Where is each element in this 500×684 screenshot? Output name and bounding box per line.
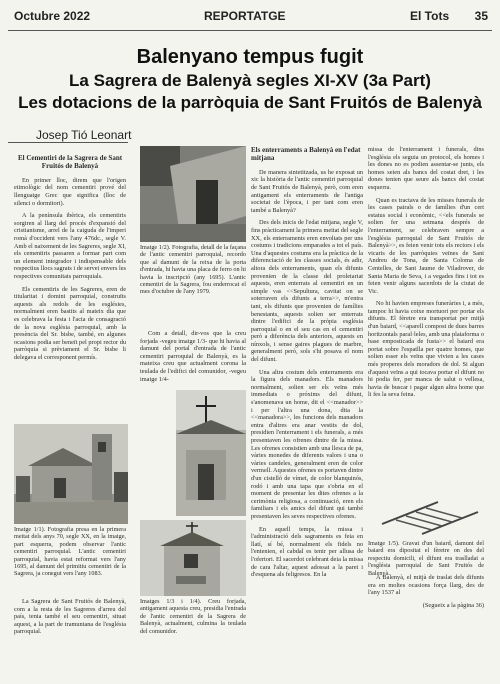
comunidor-photo [140,520,246,596]
forged-cross-photo [176,390,246,516]
page-header [8,4,492,31]
paragraph: A la península ibèrica, els cementiris sorgiren al llarg del procés d'expansió del cristianisme, arrel de la caiguda de l'imperi romà d'occident vers l'any 476dc., segle V. Amb el naixement de les Sagreres, segle XI, els cementiris passaren a formar part com un element integrador i indispensable dels respectius llocs sagrats i de servei envers les respectives comunitats parroquials. [14,212,126,280]
magazine-name: El Tots [410,9,450,23]
paragraph: Els cementiris de les Sagreres, eren de titularitat i domini parroquial, construïts aquests als redols de les esglésies, normalment eren bastits al mateix dia que es celebrava la festa i l'acta de consagració de la nova església parroquial, amb la presència del Sr. bisbe, també, en algunes ocasions podia ser beneït pel propi rector du parròquia si prèviament el Sr. bisbe li delegava el corresponent permís. [14,285,126,361]
article-subtitle-2: Les dotacions de la parròquia de Sant Fruitós de Balenyà [18,93,482,112]
article-subtitle: La Sagrera de Balenyà segles XI-XV (3a Part) [69,71,431,90]
paragraph: Una altra costum dels enterraments era la figura dels manadors. Els manadors normalment, solien ser els veïns més immediats o próxims del difunt, s'anomenava un home, dit el <<manador>> i per l'altra una dona, dita la <<manadora>>, les funcions dels manadors entra d'altres era anar vestits de dol, presidien l'enterrament i els funerals, a més presentaven les ofrenes dintre de la missa. Les ofrenes consistien amb una llesca de pa, vàries monedes de diferents valors i una o vàries candeles, generalment eren de color vermell. Aquestes ofrenes es portaven dintre d'un cistelló de vímet, de color blanquinós, rodó i amb una tapa que s'obria en el moment de presentar les dites ofrenes a la cerimònia religiosa, a continuació, eren els familiars i els amics del difunt qui també presentaven les seves respectives ofrenes. [251,368,363,520]
article-title: Balenyano tempus fugit [136,46,364,68]
paragraph: Quan es tractava de les misses funerals de les cases pairals o de famílies d'un cert estatus social i econòmic, <<els funerals se solien fer una setmana després de l'enterrament, se celebraven sempre a l'església parroquial de Sant Fruitós de Balenyà>>, es feien venir tots els rectors i els vicaris de les parròquies veïnes de Sant Andreu de Tona, de Santa Coloma de Centelles, de Sant Jaume de Viladrover, de Santa Maria de Seva, i a vegades fins i tot es feien venir alguns sacerdots de la ciutat de Vic. [368,196,484,295]
middle-paragraph [140,330,246,392]
column-1 [14,154,126,422]
paragraph: missa de l'enterrament i funerals, dins l'església els seguia un protocol, els homes i les dones no es podien assentar-se junts, els homes seien als bancs del costat dret, i les dones tenien que seure als bancs del costat esquerra. [368,146,484,191]
page-number: 35 [474,9,488,23]
author-name: Josep Tió Leonart [36,128,132,142]
caption-2: Imatge 1/2). Fotografia, detall de la façana de l'antic cementiri parroquial, recordo que al damunt de la reixa de la porta d'entrada, hi havia una placa de ferro on hi havia la inscripció (any 1695). L'antic cementiri de la Sagrera, fou enderrocat el mes d'octubre de l'any 1979. [140,244,246,296]
paragraph: La Sagrera de Sant Fruitós de Balenyà, com a la resta de les Sagreres d'arreu del país, tenia també el seu cementiri, situat aquest, a la part de tramuntana de l'església parroquial. [14,598,126,636]
column-4-continued [368,574,484,684]
section-heading: El Cementiri de la Sagrera de Sant Fruitós de Balenyà [17,154,123,171]
caption-1: Imatge 1/1). Fotografia presa en la primera meitat dels anys 70, segle XX, en la imatge, part esquerra, podem observar l'antic cementiri parroquial. L'antic cementiri parroquial, havia estat reformat vers l'any 1695, al damunt del primitiu cementiri de la Sagrera, ja conegut vers l'any 1083. [14,526,126,578]
author-rule [8,142,128,143]
issue-date: Octubre 2022 [14,9,91,23]
paragraph: A Balenyà, el mitjà de traslat dels difunts era en moltes ocasions força llarg, des de l'any 1537 al [368,574,484,597]
column-4 [368,146,484,498]
paragraph: Des dels inicis de l'edat mitjana, segle V, fins pràcticament la primera meitat del segle XX, els enterraments eren envoltats per uns costums i tradicions emparades a tot el país. Una d'aquestes costums era la pràctica de la diferenciació de les classes socials, és adir, altora dels enterraments, quan els difunts provenien de la classe del proletariat aquests, eren enterrats al cementiri en un simple vas <<Sepultura, cavitat on se soterraven els difunts a terra>>, m'entra tant, els difunts que provenien de famílies benestants, aquests solien ser enterrats dintre l'edifici de la pròpia església parroquial o en el seu cas en el cementiri però a diferència dels anteriors, aquests en nínxols, i sense gaires plagues de marbre, generalment però, sols s'hi posava el nom del difunt. [251,219,363,364]
caption-3: Imatges 1/3 i 1/4). Creu forjada, antigament aquesta creu, presidia l'entrada de l'antic cementiri de la Sagrera de Balenyà, actualment, culmina la teulada del comunidor. [140,598,246,635]
article-titles [0,46,500,113]
section-name: REPORTATGE [204,9,286,23]
caption-4: Imatge 1/5). Gravat d'un baiard, damunt del baiard era dipositat el fèretre on des del respectiu domicili, el difunt era traslladat a l'església parroquial de Sant Fruitós de Balenyà. [368,540,484,577]
paragraph: De manera sintetitzada, us he exposat un xic la història de l'antic cementiri parroquial de Sant Fruitós de Balenyà, però, com eren antigament els enterraments de l'antiga societat de l'època, i per tant com eren també a Balenyà? [251,168,363,214]
column-3 [251,146,363,682]
column-1-continued [14,598,126,682]
cemetery-gate-photo [140,146,246,242]
paragraph: Com a detall, dir-vos que la creu forjada -vegeu imatge 1/3- que hi havia al damunt del portal d'entrada de l'antic cementiri parroquial de Balenyà, es la mateixa creu que actualment corona la teulada de l'edifici del comunidor, -vegeu imatge 1/4- [140,330,246,383]
paragraph: En aquell temps, la missa i l'administració dels sagraments es feia en llatí, sí bé, normalment els fidels no l'entenien, el cabdal es tenir per allusa de l'ofertori. El sacerdot celebrant deia la missa de cara l'altar, aquest adossat a la paret i d'esquena als feligresos. En la [251,525,363,579]
church-photo [14,424,128,524]
baiard-engraving [378,500,482,536]
paragraph: No hi havien empreses funeràries i, a més, tampoc hi havia cotxe mortuori per portar els difunts. El fèretre era transportat per mitjà d'un baiard, <<aparell compost de dues barres horitzontals paral·leles, amb una plataforma o base emposticada de fusta>> el baiard era portat sobre l'espatlla per quatre homes, que solien esser els veïns que vivien a les cases més properes dels moradors de dol. Si algun d'aquest veïns a qui tocava portar el difunt no hi podia fer, per manca de salut o vellesa, havia de buscar i pagar algun altra home que li fes la seva feina. [368,300,484,399]
paragraph: En primer lloc, direm que l'origen etimològic del nom cementiri prové del llenguatge Grec que significa (lloc de silenci o dormitori). [14,176,126,207]
continued-note: (Segueix a la pàgina 36) [422,601,484,609]
section-heading: Els enterraments a Balenyà en l'edat mitjana [251,146,361,163]
